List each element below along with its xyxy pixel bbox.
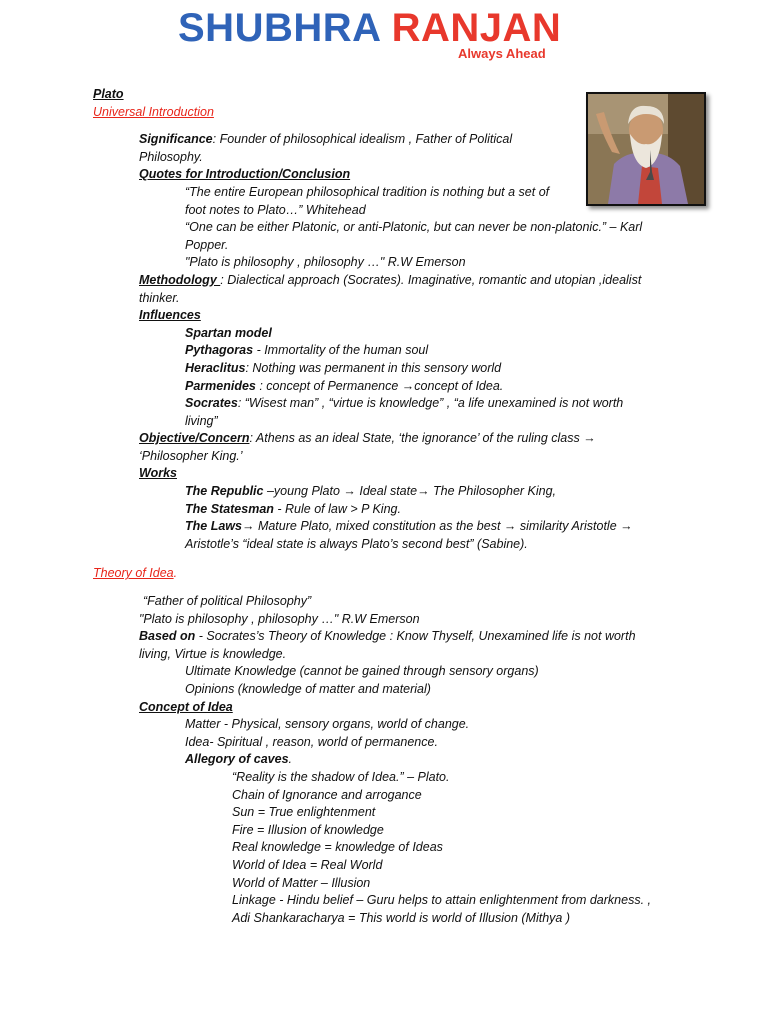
arrow-right-icon: →	[620, 519, 633, 534]
objective-item-cont: ‘Philosopher King.’	[139, 448, 243, 463]
arrow-right-icon: →	[583, 431, 596, 446]
works-heading: Works	[139, 466, 177, 481]
methodology-item-cont: thinker.	[139, 290, 180, 305]
concept-item: Idea- Spiritual , reason, world of permanence.	[185, 734, 438, 749]
quote-item: “The entire European philosophical tradition is nothing but a set of	[185, 184, 550, 199]
quote-item: “One can be either Platonic, or anti-Platonic, but can never be non-platonic.” – Karl	[185, 220, 643, 235]
brand-second: RANJAN	[391, 6, 562, 50]
brand-logo	[178, 6, 561, 51]
quote-item: "Plato is philosophy , philosophy …" R.W Emerson	[185, 255, 466, 270]
theory-of-idea-heading: Theory of Idea.	[93, 566, 178, 581]
work-item: The Statesman - Rule of law > P King.	[185, 501, 401, 516]
allegory-item: Sun = True enlightenment	[232, 805, 376, 820]
father-item: “Father of political Philosophy”	[143, 594, 312, 609]
based-on-item: Based on - Socrates’s Theory of Knowledge : Know Thyself, Unexamined life is not worth	[139, 629, 636, 644]
influence-item: Heraclitus: Nothing was permanent in this sensory world	[185, 360, 502, 375]
plato-title: Plato	[93, 87, 124, 101]
allegory-item: World of Idea = Real World	[232, 857, 383, 872]
significance-item: Significance: Founder of philosophical idealism , Father of Political	[139, 132, 513, 147]
influence-item: Pythagoras - Immortality of the human soul	[185, 343, 429, 358]
document-body	[0, 86, 768, 927]
quote-item-cont: foot notes to Plato…” Whitehead	[185, 202, 366, 217]
arrow-right-icon: →	[503, 519, 517, 534]
influence-item: Socrates: “Wisest man” , “virtue is knowledge” , “a life unexamined is not worth	[185, 396, 624, 411]
methodology-item: Methodology : Dialectical approach (Socrates). Imaginative, romantic and utopian ,idealist	[139, 272, 642, 287]
allegory-item: Fire = Illusion of knowledge	[232, 822, 384, 837]
influence-item: Spartan model	[185, 325, 272, 340]
allegory-item: Chain of Ignorance and arrogance	[232, 787, 422, 802]
allegory-heading: Allegory of caves.	[185, 752, 292, 767]
allegory-item: Real knowledge = knowledge of Ideas	[232, 840, 443, 855]
arrow-right-icon: →	[417, 484, 430, 499]
linkage-item-cont: Adi Shankaracharya = This world is world of Illusion (Mithya )	[232, 910, 570, 925]
based-on-item-cont: living, Virtue is knowledge.	[139, 646, 287, 661]
arrow-right-icon: →	[343, 484, 356, 499]
knowledge-item: Opinions (knowledge of matter and material)	[185, 682, 431, 696]
work-item-cont: Aristotle’s “ideal state is always Plato’s second best” (Sabine).	[185, 536, 528, 551]
significance-item-cont: Philosophy.	[139, 149, 203, 164]
arrow-right-icon: →	[241, 519, 255, 534]
quotes-heading: Quotes for Introduction/Conclusion	[139, 167, 351, 182]
influence-item: Parmenides : concept of Permanence →concept of Idea.	[185, 378, 504, 393]
allegory-item: World of Matter – Illusion	[232, 875, 371, 890]
concept-item: Matter - Physical, sensory organs, world of change.	[185, 717, 470, 732]
knowledge-item: Ultimate Knowledge (cannot be gained through sensory organs)	[185, 664, 539, 679]
influences-heading: Influences	[139, 308, 201, 323]
influence-item-cont: living”	[185, 413, 218, 428]
brand-tagline: Always Ahead	[458, 46, 546, 61]
concept-of-idea-heading: Concept of Idea	[139, 699, 233, 714]
arrow-right-icon: →	[401, 378, 415, 393]
work-item: The Republic –young Plato → Ideal state→ The Philosopher King,	[185, 484, 557, 499]
allegory-item: “Reality is the shadow of Idea.” – Plato.	[232, 769, 450, 784]
quote-item-cont: Popper.	[185, 237, 229, 252]
linkage-item: Linkage - Hindu belief – Guru helps to attain enlightenment from darkness. ,	[232, 893, 651, 908]
brand-first: SHUBHRA	[178, 6, 381, 50]
work-item: The Laws→ Mature Plato, mixed constitution as the best → similarity Aristotle →	[185, 519, 633, 534]
objective-item: Objective/Concern: Athens as an ideal State, ‘the ignorance’ of the ruling class →	[139, 431, 596, 446]
universal-introduction-heading: Universal Introduction	[93, 104, 214, 119]
emerson-item: "Plato is philosophy , philosophy …" R.W Emerson	[139, 611, 420, 626]
